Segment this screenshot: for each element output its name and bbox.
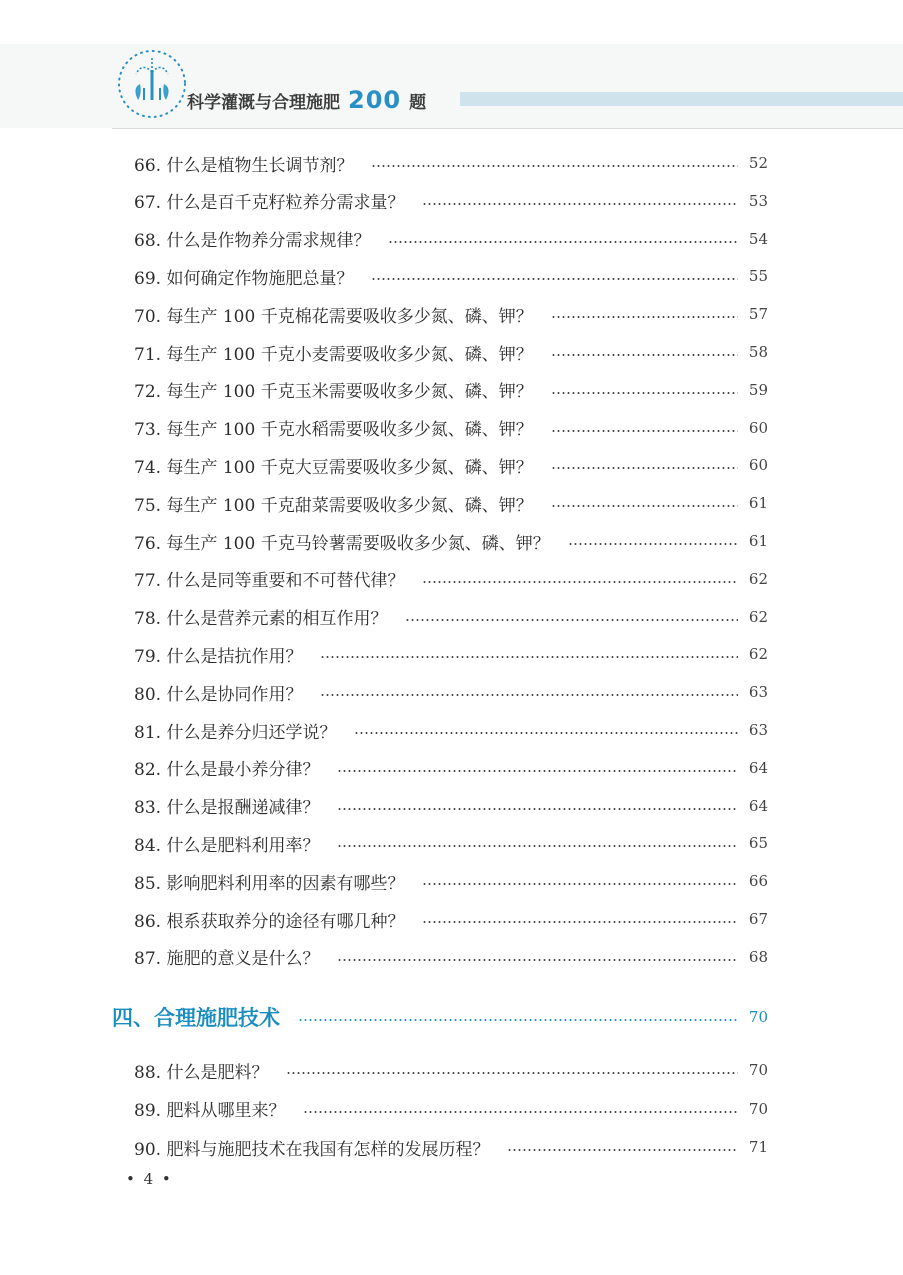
dot-leader — [551, 467, 738, 469]
dot-leader — [320, 694, 738, 696]
toc-entry-title: 80. 什么是协同作用？ — [134, 684, 303, 705]
toc-entry-page-number: 52 — [748, 154, 768, 172]
toc-entry[interactable] — [134, 640, 768, 668]
toc-entry-title: 72. 每生产 100 千克玉米需要吸收多少氮、磷、钾？ — [134, 382, 533, 403]
toc-entry-title: 88. 什么是肥料？ — [134, 1062, 269, 1083]
book-title-text: 科学灌溉与合理施肥 — [187, 92, 340, 113]
section-title: 四、合理施肥技术 — [112, 1006, 280, 1030]
toc-entry-title: 87. 施肥的意义是什么？ — [134, 949, 320, 970]
toc-entry[interactable] — [134, 1133, 768, 1161]
toc-entry-title: 70. 每生产 100 千克棉花需要吸收多少氮、磷、钾？ — [134, 306, 533, 327]
toc-entry[interactable] — [134, 829, 768, 857]
dot-leader — [337, 770, 738, 772]
toc-entry[interactable] — [134, 867, 768, 895]
dot-leader — [337, 808, 738, 810]
toc-entry[interactable] — [134, 792, 768, 820]
toc-entry[interactable] — [134, 565, 768, 593]
toc-entry-page-number: 60 — [748, 418, 768, 437]
toc-entry[interactable] — [134, 376, 768, 404]
toc-entry[interactable] — [134, 754, 768, 782]
toc-entry[interactable] — [134, 603, 768, 631]
toc-entry-page-number: 59 — [748, 380, 768, 399]
dot-leader — [551, 392, 738, 394]
dot-leader — [337, 959, 738, 961]
toc-entry-page-number: 55 — [748, 267, 768, 286]
toc-entry-page-number: 61 — [748, 494, 768, 513]
toc-entry-title: 69. 如何确定作物施肥总量？ — [134, 268, 354, 289]
toc-entry-title: 89. 肥料从哪里来？ — [134, 1101, 286, 1121]
toc-entry[interactable] — [134, 716, 768, 744]
fountain-logo-icon — [112, 44, 192, 124]
toc-entry-page-number: 61 — [748, 532, 768, 550]
toc-entry-page-number: 54 — [748, 229, 768, 248]
toc-entry-page-number: 67 — [748, 910, 768, 928]
toc-entry-title: 71. 每生产 100 千克小麦需要吸收多少氮、磷、钾？ — [134, 344, 533, 365]
toc-entry-page-number: 64 — [748, 758, 768, 777]
toc-entry[interactable] — [134, 300, 768, 328]
toc-entry[interactable] — [134, 527, 768, 555]
book-title — [187, 86, 426, 114]
toc-entry[interactable] — [134, 905, 768, 933]
toc-entry-page-number: 62 — [748, 645, 768, 664]
toc-entry-title: 82. 什么是最小养分律？ — [134, 760, 320, 781]
dot-leader — [388, 241, 738, 243]
dot-leader — [551, 505, 738, 507]
toc-entry-page-number: 60 — [748, 456, 768, 475]
toc-entry-title: 68. 什么是作物养分需求规律？ — [134, 231, 371, 252]
toc-entry-title: 84. 什么是肥料利用率？ — [134, 835, 320, 856]
dot-leader — [507, 1149, 738, 1151]
dot-leader — [337, 845, 738, 847]
toc-entry-title: 83. 什么是报酬递减律？ — [134, 798, 320, 819]
toc-entry-page-number: 62 — [748, 569, 768, 588]
toc-entry-page-number: 63 — [748, 721, 768, 739]
toc-entry-page-number: 70 — [748, 1061, 768, 1079]
toc-entry-page-number: 71 — [748, 1138, 768, 1156]
toc-entry-title: 79. 什么是拮抗作用？ — [134, 646, 303, 667]
toc-entry-title: 67. 什么是百千克籽粒养分需求量？ — [134, 193, 405, 214]
dot-leader — [422, 203, 738, 205]
toc-entry[interactable] — [134, 262, 768, 290]
toc-entry[interactable] — [134, 338, 768, 366]
dot-leader — [405, 619, 738, 621]
toc-entry-page-number: 68 — [748, 947, 768, 966]
toc-entry-page-number: 53 — [748, 191, 768, 210]
header-bar — [460, 92, 903, 106]
toc-entry[interactable] — [134, 678, 768, 706]
toc-entry[interactable] — [134, 943, 768, 971]
dot-leader — [422, 921, 738, 923]
toc-entry[interactable] — [134, 489, 768, 517]
toc-entry-title: 66. 什么是植物生长调节剂？ — [134, 155, 354, 176]
toc-entry-page-number: 64 — [748, 796, 768, 815]
toc-entry-title: 74. 每生产 100 千克大豆需要吸收多少氮、磷、钾？ — [134, 457, 533, 478]
toc-entry[interactable] — [134, 414, 768, 442]
toc-entry-page-number: 65 — [748, 834, 768, 853]
toc-entry[interactable] — [134, 225, 768, 253]
toc-entry[interactable] — [134, 1095, 768, 1123]
header-rule — [112, 128, 903, 129]
book-title-number: 200 — [348, 86, 402, 114]
dot-leader — [286, 1072, 738, 1074]
toc-entry-title: 75. 每生产 100 千克甜菜需要吸收多少氮、磷、钾？ — [134, 495, 533, 516]
dot-leader — [354, 732, 738, 734]
dot-leader — [551, 354, 738, 356]
dot-leader — [422, 883, 738, 885]
toc-entry[interactable] — [134, 1056, 768, 1084]
toc-entry-title: 81. 什么是养分归还学说？ — [134, 722, 337, 743]
book-title-suffix: 题 — [409, 92, 427, 113]
toc-entry-title: 85. 影响肥料利用率的因素有哪些？ — [134, 873, 405, 894]
toc-entry-title: 76. 每生产 100 千克马铃薯需要吸收多少氮、磷、钾？ — [134, 533, 550, 554]
dot-leader — [422, 581, 738, 583]
dot-leader — [371, 278, 738, 280]
dot-leader — [303, 1111, 738, 1113]
toc-entry[interactable] — [134, 451, 768, 479]
toc-entry-page-number: 57 — [748, 305, 768, 324]
toc-entry[interactable] — [134, 187, 768, 215]
dot-leader — [320, 656, 738, 658]
page-folio: • 4 • — [126, 1170, 173, 1188]
toc-entry-page-number: 62 — [748, 607, 768, 626]
section-page-number: 70 — [748, 1008, 768, 1026]
toc-entry-page-number: 70 — [748, 1099, 768, 1118]
dot-leader — [298, 1019, 738, 1021]
toc-entry-title: 78. 什么是营养元素的相互作用？ — [134, 609, 388, 630]
dot-leader — [551, 316, 738, 318]
toc-entry-page-number: 58 — [748, 343, 768, 361]
toc-entry-title: 86. 根系获取养分的途径有哪几种？ — [134, 911, 405, 932]
toc-entry-title: 77. 什么是同等重要和不可替代律？ — [134, 571, 405, 592]
toc-entry[interactable] — [134, 149, 768, 177]
dot-leader — [371, 165, 738, 167]
toc-entry-title: 90. 肥料与施肥技术在我国有怎样的发展历程？ — [134, 1139, 490, 1160]
toc-entry-page-number: 63 — [748, 683, 768, 702]
section-heading[interactable] — [112, 1001, 768, 1033]
toc-entry-page-number: 66 — [748, 872, 768, 891]
dot-leader — [568, 543, 738, 545]
toc-entry-title: 73. 每生产 100 千克水稻需要吸收多少氮、磷、钾？ — [134, 420, 533, 441]
dot-leader — [551, 430, 738, 432]
